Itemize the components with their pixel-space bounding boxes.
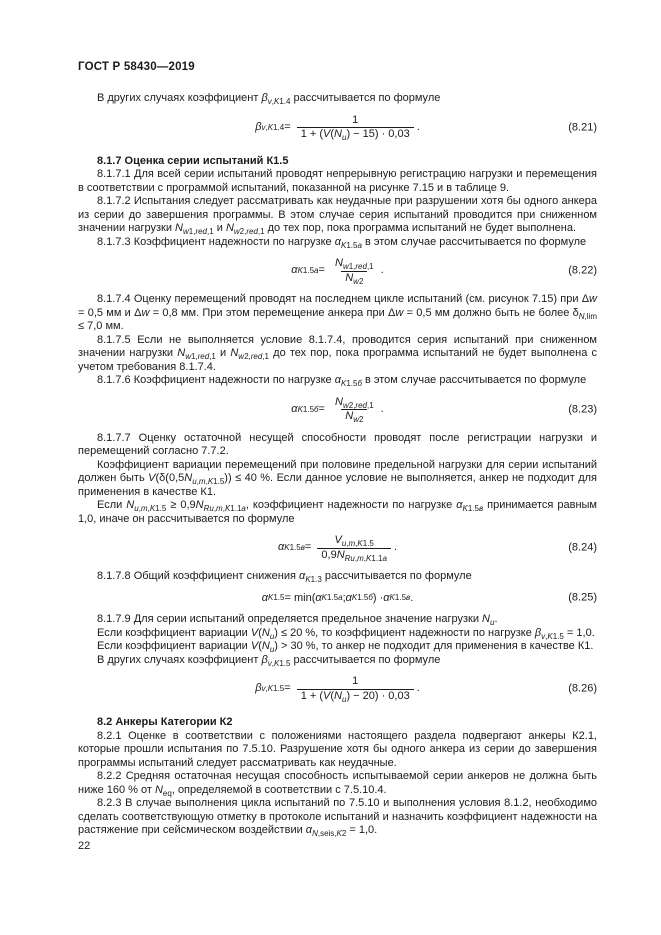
formula-expression: β v,K1.5 = $\frac{1}{1 + (V(N_u) - 20) \cdot 0,03}$ . (255, 675, 420, 704)
paragraph: 8.1.7.4 Оценку перемещений проводят на последнем цикле испытаний (см. рисунок 7.15) при Δw = 0,5 мм и Δw = 0,8 мм. При этом перемещение анкера при Δw = 0,5 мм должно быть не более $\delta_{N,lim} \le 7,0$ мм. (78, 293, 597, 332)
fraction-denominator: $1 + (V(N_u) - 20) \cdot 0,03$ (297, 689, 414, 704)
document-body (78, 92, 597, 838)
fraction (331, 257, 378, 285)
paragraph: 8.2.3 В случае выполнения цикла испытаний по 7.5.10 и выполнения условия 8.1.2, необходимо сделать соответствующую отметку в протоколе испытаний и назначить коэффициент надежности на растяжение при сейсмическом воздействии $\alpha_{N,seis,K2} = 1,0$. (78, 797, 597, 839)
formula-block (78, 534, 597, 562)
formula-number: (8.22) (568, 264, 597, 277)
formula-block (78, 675, 597, 703)
formula-block (78, 114, 597, 142)
paragraph: 8.1.7.7 Оценку остаточной несущей способности проводят после регистрации нагрузки и перемещений согласно 7.7.2. (78, 431, 597, 457)
formula-expression: β v,K1.4 = $\frac{1}{1 + (V(N_u) - 15) \cdot 0,03}$ . (255, 113, 420, 143)
fraction-denominator: $0,9N_{Ru,m,K1.1a}$ (317, 548, 391, 563)
fraction (331, 396, 378, 424)
fraction (297, 675, 414, 703)
fraction-numerator: 1 (352, 113, 359, 126)
paragraph: Если коэффициент вариации $V(N_u) \le 20$ %, то коэффициент надежности по нагрузке $\beta_{v,K1.5} = 1,0$. (97, 626, 595, 641)
fraction-numerator: $V_{u,m,K1.5}$ (334, 534, 374, 549)
formula-block (78, 592, 597, 606)
formula-expression: α K1.5а = $\frac{N_{w1,red,1}}{N_{w2}}$ . (291, 257, 384, 286)
paragraph: 8.1.7.9 Для серии испытаний определяется предельное значение нагрузки $N_u$. (97, 613, 498, 628)
paragraph: 8.1.7.3 Коэффициент надежности по нагрузке $\alpha_{K1.5а}$ в этом случае рассчитывается по формуле (97, 235, 587, 250)
fraction-denominator: $N_{w2}$ (341, 271, 367, 286)
page-number: 22 (78, 840, 91, 852)
paragraph: 8.2.2 Средняя остаточная несущая способность испытываемой серии анкеров не должна быть ниже 160 % от $N_{eq}$, определяемой в соответствии с 7.5.10.4. (78, 770, 597, 798)
fraction (297, 114, 414, 142)
formula-expression: α K1.5б = $\frac{N_{w2,red,1}}{N_{w2}}$ . (291, 395, 384, 425)
formula-number: (8.24) (568, 541, 597, 554)
paragraph: 8.1.7.6 Коэффициент надежности по нагрузке $\alpha_{K1.5б}$ в этом случае рассчитывается по формуле (97, 374, 587, 389)
section-heading: 8.1.7 Оценка серии испытаний К1.5 (97, 154, 289, 167)
fraction-numerator: $N_{w1,red,1}$ (334, 257, 374, 272)
paragraph: 8.1.7.5 Если не выполняется условие 8.1.7.4, проводится серия испытаний при сниженном значении нагрузки $N_{w1,red,1}$ и $N_{w2,red,1}$ до тех пор, пока программа испытаний не будет выполнена с учетом требования 8.1.7.4. (78, 333, 597, 373)
formula-number: (8.26) (568, 682, 597, 695)
paragraph: В других случаях коэффициент $\beta_{v,K1.5}$ рассчитывается по формуле (97, 653, 441, 668)
formula-number: (8.23) (568, 402, 597, 415)
formula-expression: α K1.5 = min( α K1.5а ; α K1.5б ) · α K1.5в . (261, 591, 414, 604)
formula-number: (8.25) (568, 591, 597, 604)
fraction-denominator: $1 + (V(N_u) - 15) \cdot 0,03$ (297, 127, 414, 142)
paragraph: Если $N_{u,m,K1.5} \ge 0,9N_{Ru,m,K1.1a}$, коэффициент надежности по нагрузке $\alpha_{K1.5в}$ принимается равным 1,0, иначе он рассчитывается по формуле (78, 499, 597, 525)
fraction-numerator: 1 (352, 675, 359, 687)
paragraph: 8.2.1 Оценке в соответствии с положениями настоящего раздела подвергают анкеры К2.1, которые прошли испытания по 7.5.10. Разрушение хотя бы одного анкера из серии до завершения программы испытаний следует рассматривать как неудачные. (78, 729, 597, 769)
paragraph: 8.1.7.8 Общий коэффициент снижения $\alpha_{K1.3}$ рассчитывается по формуле (97, 570, 472, 585)
paragraph: Если коэффициент вариации $V(N_u) > 30$ %, то анкер не подходит для применения в качестве К1. (97, 640, 594, 655)
formula-number: (8.21) (568, 120, 597, 133)
paragraph: В других случаях коэффициент $\beta_{v,K1.4}$ рассчитывается по формуле (97, 92, 441, 107)
formula-expression: α K1.5в = $\frac{V_{u,m,K1.5}}{0,9N_{Ru,m,K1.1a}}$ . (277, 534, 398, 563)
paragraph: Коэффициент вариации перемещений при половине предельной нагрузки для серии испытаний должен быть $V(\delta(0,5N_{u,m,K1.5})) \le 40$ %. Если данное условие не выполняется, анкер не подходит для применения в качестве К1. (78, 458, 597, 498)
fraction-denominator: $N_{w2}$ (341, 409, 367, 424)
formula-block (78, 257, 597, 285)
paragraph: 8.1.7.1 Для всей серии испытаний проводят непрерывную регистрацию нагрузки и перемещения в соответствии с программой испытаний, показанной на рисунке 7.15 и в таблице 9. (78, 168, 597, 194)
paragraph: 8.1.7.2 Испытания следует рассматривать как неудачные при разрушении хотя бы одного анкера из серии до завершения программы. В этом случае серия испытаний проводится при сниженном значении нагрузки $N_{w1,red,1}$ и $N_{w2,red,1}$ до тех пор, пока программа испытаний не будет выполнена. (78, 195, 597, 237)
fraction-numerator: $N_{w2,red,1}$ (335, 395, 374, 410)
fraction (317, 534, 391, 562)
document-header: ГОСТ Р 58430—2019 (78, 61, 195, 73)
formula-block (78, 396, 597, 424)
section-heading: 8.2 Анкеры Категории К2 (97, 716, 233, 728)
